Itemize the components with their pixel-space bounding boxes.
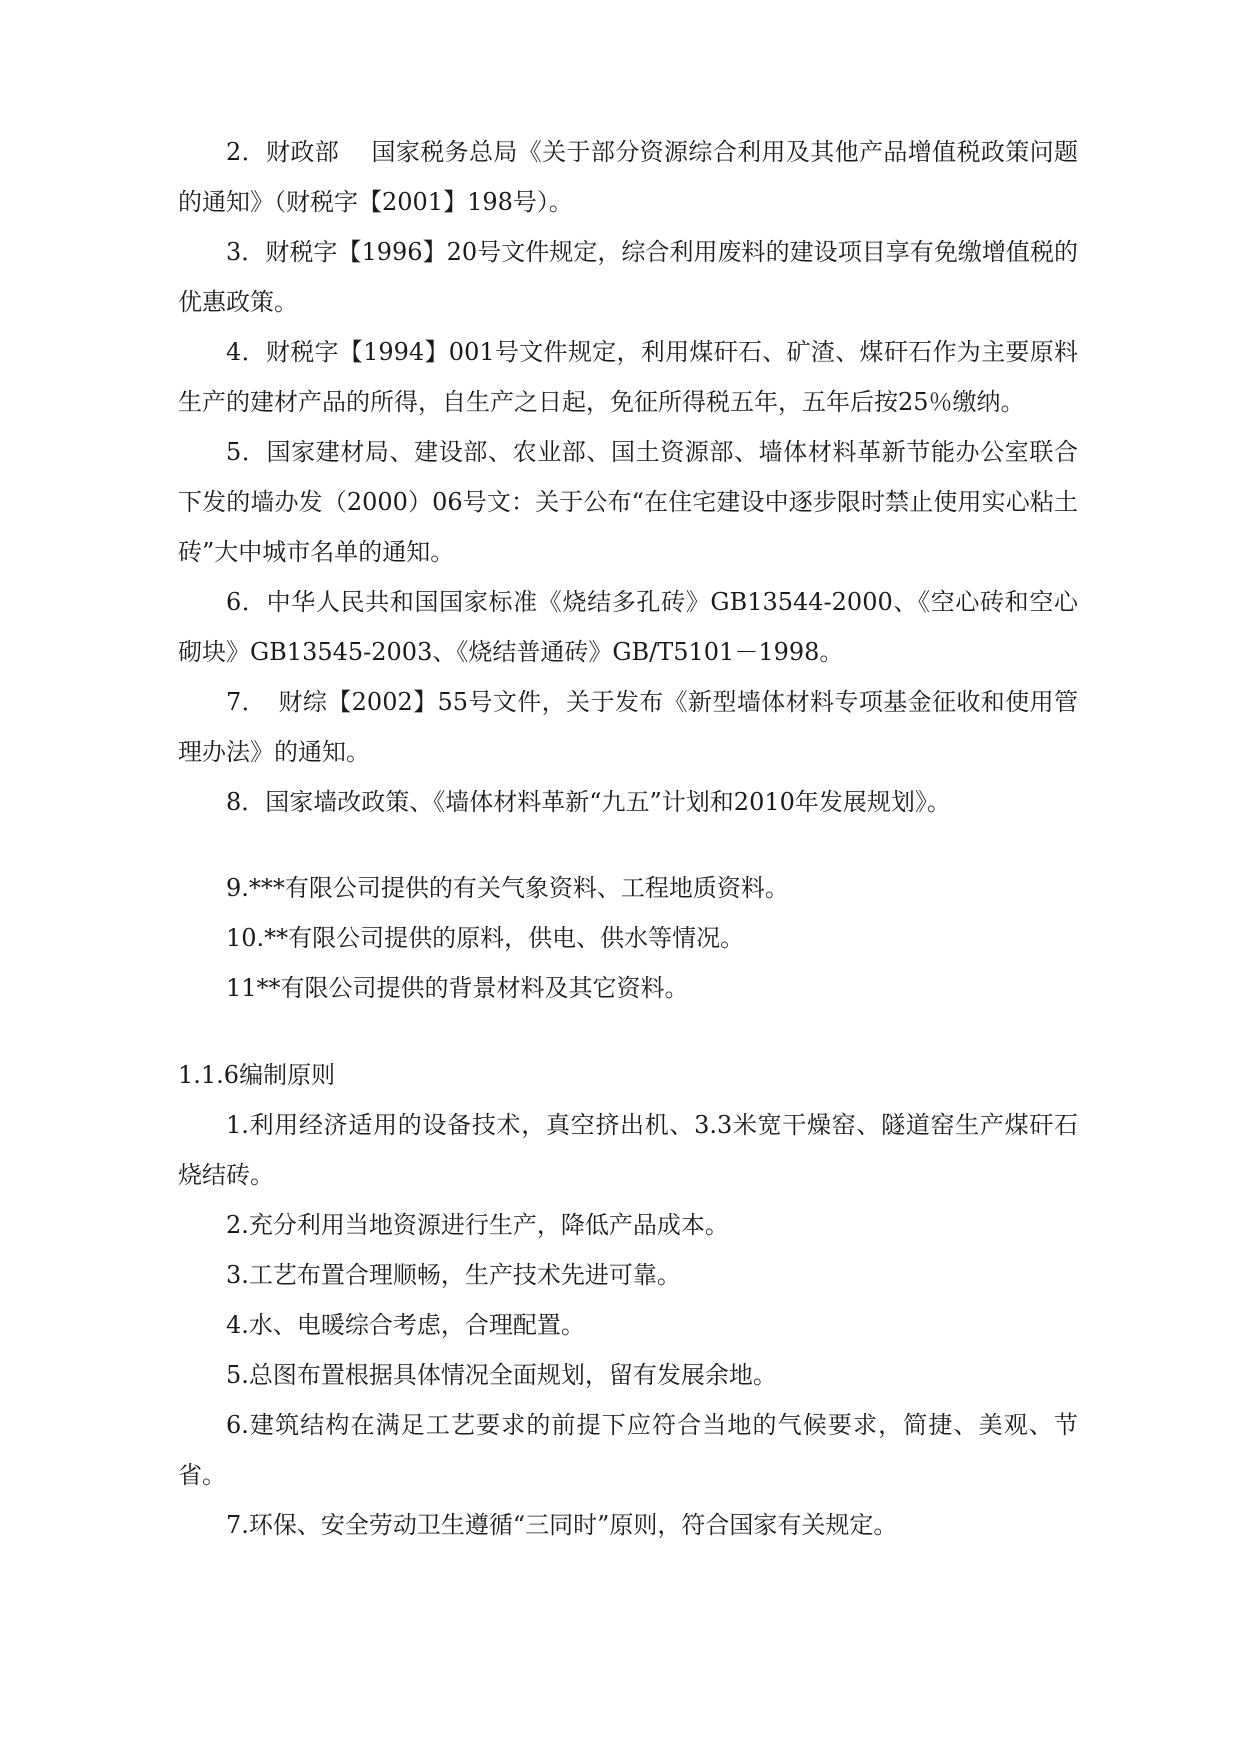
reference-item-2: 2．财政部 国家税务总局《关于部分资源综合利用及其他产品增值税政策问题的通知》（财税字【2001】198号）。 (178, 138, 1078, 216)
reference-item-8: 8．国家墙改政策、《墙体材料革新“九五”计划和2010年发展规划》。 (226, 788, 951, 816)
principle-item-2: 2.充分利用当地资源进行生产，降低产品成本。 (226, 1211, 729, 1239)
reference-item-9: 9.***有限公司提供的有关气象资料、工程地质资料。 (226, 874, 789, 902)
reference-item-10: 10.**有限公司提供的原料，供电、供水等情况。 (226, 924, 745, 952)
principle-item-4: 4.水、电暖综合考虑，合理配置。 (226, 1311, 585, 1339)
reference-item-3: 3．财税字【1996】20号文件规定，综合利用废料的建设项目享有免缴增值税的优惠政策。 (178, 238, 1078, 316)
reference-item-11: 11**有限公司提供的背景材料及其它资料。 (226, 974, 689, 1002)
principle-item-7: 7.环保、安全劳动卫生遵循“三同时”原则，符合国家有关规定。 (226, 1511, 898, 1539)
reference-item-7: 7． 财综【2002】55号文件，关于发布《新型墙体材料专项基金征收和使用管理办法》的通知。 (178, 688, 1078, 766)
principle-item-5: 5.总图布置根据具体情况全面规划，留有发展余地。 (226, 1361, 777, 1389)
reference-item-6: 6．中华人民共和国国家标准《烧结多孔砖》GB13544-2000、《空心砖和空心砌块》GB13545-2003、《烧结普通砖》GB/T5101－1998。 (178, 588, 1078, 666)
principle-item-6: 6.建筑结构在满足工艺要求的前提下应符合当地的气候要求，简捷、美观、节省。 (178, 1411, 1078, 1489)
reference-item-4: 4．财税字【1994】001号文件规定，利用煤矸石、矿渣、煤矸石作为主要原料生产的建材产品的所得，自生产之日起，免征所得税五年，五年后按25％缴纳。 (178, 338, 1078, 416)
section-heading: 1.1.6编制原则 (178, 1061, 336, 1089)
principle-item-3: 3.工艺布置合理顺畅，生产技术先进可靠。 (226, 1261, 681, 1289)
reference-item-5: 5．国家建材局、建设部、农业部、国土资源部、墙体材料革新节能办公室联合下发的墙办发（2000）06号文：关于公布“在住宅建设中逐步限时禁止使用实心粘土砖”大中城市名单的通知。 (178, 438, 1078, 566)
principle-item-1: 1.利用经济适用的设备技术，真空挤出机、3.3米宽干燥窑、隧道窑生产煤矸石烧结砖。 (178, 1111, 1078, 1189)
